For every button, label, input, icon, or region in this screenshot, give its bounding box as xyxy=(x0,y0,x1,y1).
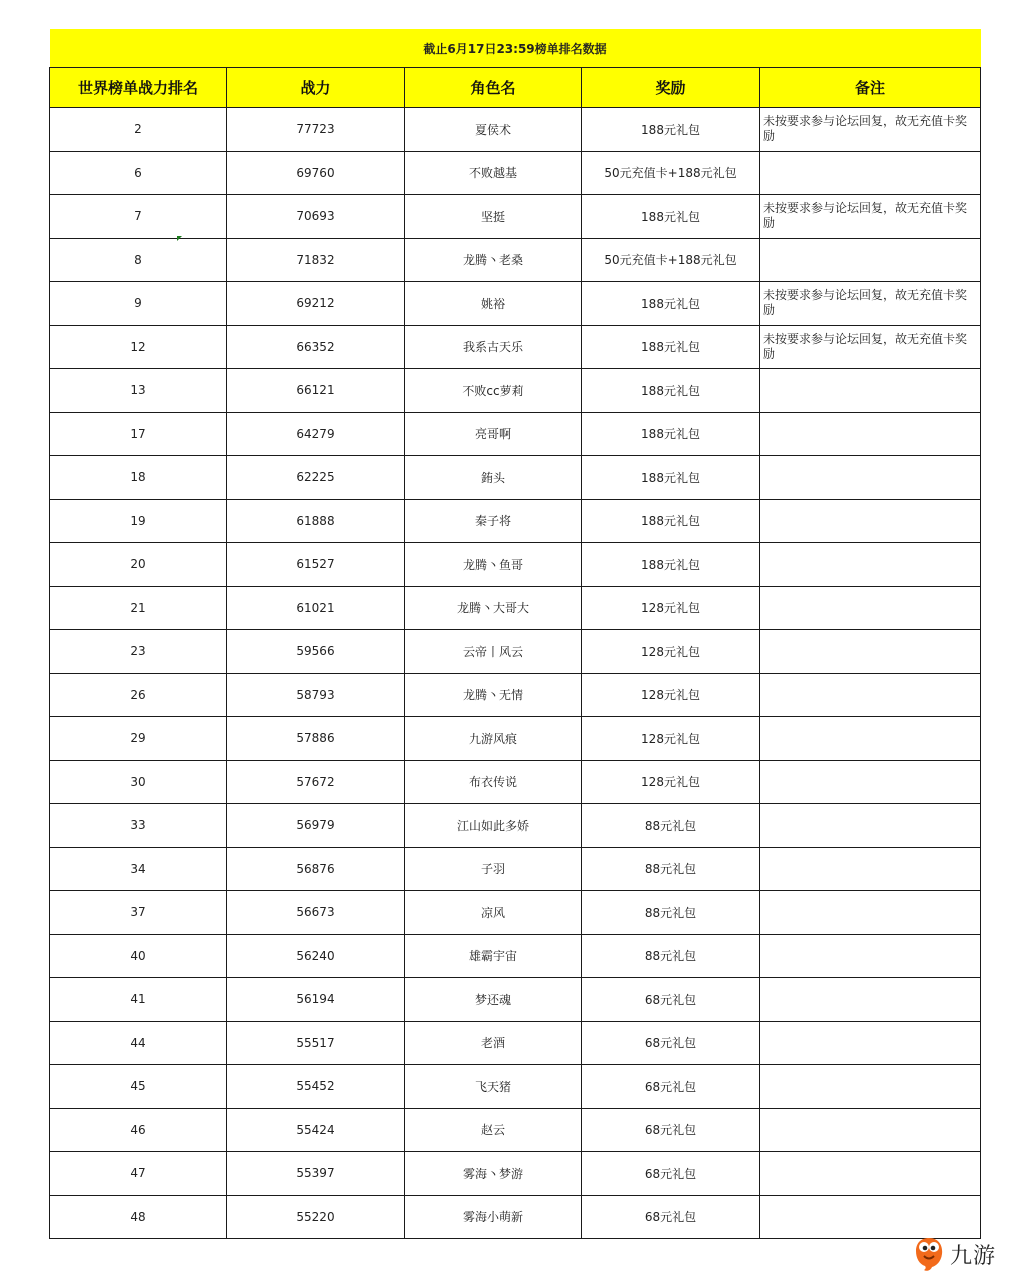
rank-cell: 21 xyxy=(50,586,227,630)
column-header-rank: 世界榜单战力排名 xyxy=(50,68,227,108)
name-cell: 凉风 xyxy=(405,891,582,935)
name-cell: 亮哥啊 xyxy=(405,412,582,456)
remark-cell xyxy=(760,1195,981,1239)
power-cell: 59566 xyxy=(227,630,405,674)
power-cell: 64279 xyxy=(227,412,405,456)
power-cell: 57886 xyxy=(227,717,405,761)
reward-cell: 188元礼包 xyxy=(582,456,760,500)
name-cell: 赵云 xyxy=(405,1108,582,1152)
remark-cell xyxy=(760,804,981,848)
name-cell: 姚裕 xyxy=(405,282,582,326)
table-row xyxy=(50,412,981,456)
power-cell: 77723 xyxy=(227,108,405,152)
remark-cell xyxy=(760,456,981,500)
name-cell: 老酒 xyxy=(405,1021,582,1065)
name-cell: 云帝丨风云 xyxy=(405,630,582,674)
remark-cell: 未按要求参与论坛回复，故无充值卡奖励 xyxy=(760,325,981,369)
table-row xyxy=(50,151,981,195)
table-row xyxy=(50,543,981,587)
reward-cell: 88元礼包 xyxy=(582,934,760,978)
reward-cell: 188元礼包 xyxy=(582,195,760,239)
name-cell: 九游风痕 xyxy=(405,717,582,761)
ranking-sheet xyxy=(49,29,980,1239)
reward-cell: 68元礼包 xyxy=(582,1195,760,1239)
remark-cell xyxy=(760,369,981,413)
reward-cell: 88元礼包 xyxy=(582,847,760,891)
table-title: 截止6月17日23:59榜单排名数据 xyxy=(50,29,981,68)
reward-cell: 88元礼包 xyxy=(582,804,760,848)
remark-cell xyxy=(760,978,981,1022)
name-cell: 雾海小萌新 xyxy=(405,1195,582,1239)
power-cell: 62225 xyxy=(227,456,405,500)
column-header-remark: 备注 xyxy=(760,68,981,108)
reward-cell: 128元礼包 xyxy=(582,673,760,717)
power-cell: 61021 xyxy=(227,586,405,630)
reward-cell: 50元充值卡+188元礼包 xyxy=(582,238,760,282)
rank-cell: 12 xyxy=(50,325,227,369)
power-cell: 55424 xyxy=(227,1108,405,1152)
remark-cell xyxy=(760,151,981,195)
name-cell: 坚挺 xyxy=(405,195,582,239)
title-row xyxy=(50,29,981,68)
reward-cell: 50元充值卡+188元礼包 xyxy=(582,151,760,195)
mascot-icon xyxy=(914,1236,944,1272)
rank-cell: 41 xyxy=(50,978,227,1022)
table-row xyxy=(50,238,981,282)
rank-cell: 19 xyxy=(50,499,227,543)
remark-cell xyxy=(760,412,981,456)
remark-cell xyxy=(760,717,981,761)
remark-cell xyxy=(760,1152,981,1196)
name-cell: 龙腾丶鱼哥 xyxy=(405,543,582,587)
name-cell: 銪头 xyxy=(405,456,582,500)
name-cell: 雾海丶梦游 xyxy=(405,1152,582,1196)
table-row xyxy=(50,673,981,717)
rank-cell: 45 xyxy=(50,1065,227,1109)
reward-cell: 188元礼包 xyxy=(582,499,760,543)
name-cell: 我系古天乐 xyxy=(405,325,582,369)
reward-cell: 188元礼包 xyxy=(582,543,760,587)
power-cell: 57672 xyxy=(227,760,405,804)
table-row xyxy=(50,456,981,500)
table-row xyxy=(50,891,981,935)
header-row xyxy=(50,68,981,108)
reward-cell: 88元礼包 xyxy=(582,891,760,935)
rank-cell: 20 xyxy=(50,543,227,587)
table-row xyxy=(50,630,981,674)
table-row xyxy=(50,325,981,369)
reward-cell: 68元礼包 xyxy=(582,978,760,1022)
reward-cell: 188元礼包 xyxy=(582,412,760,456)
rank-cell: 9 xyxy=(50,282,227,326)
name-cell: 夏侯术 xyxy=(405,108,582,152)
name-cell: 秦子将 xyxy=(405,499,582,543)
remark-cell: 未按要求参与论坛回复，故无充值卡奖励 xyxy=(760,108,981,152)
reward-cell: 128元礼包 xyxy=(582,760,760,804)
power-cell: 66352 xyxy=(227,325,405,369)
reward-cell: 188元礼包 xyxy=(582,325,760,369)
reward-cell: 68元礼包 xyxy=(582,1108,760,1152)
column-header-name: 角色名 xyxy=(405,68,582,108)
table-row xyxy=(50,195,981,239)
table-row xyxy=(50,847,981,891)
remark-cell xyxy=(760,499,981,543)
reward-cell: 128元礼包 xyxy=(582,630,760,674)
remark-cell xyxy=(760,1108,981,1152)
table-row xyxy=(50,934,981,978)
name-cell: 布衣传说 xyxy=(405,760,582,804)
reward-cell: 68元礼包 xyxy=(582,1021,760,1065)
remark-cell xyxy=(760,543,981,587)
reward-cell: 68元礼包 xyxy=(582,1152,760,1196)
name-cell: 龙腾丶大哥大 xyxy=(405,586,582,630)
table-row xyxy=(50,717,981,761)
rank-cell: 30 xyxy=(50,760,227,804)
rank-cell: 48 xyxy=(50,1195,227,1239)
remark-cell xyxy=(760,238,981,282)
rank-cell: 8 xyxy=(50,238,227,282)
power-cell: 55220 xyxy=(227,1195,405,1239)
name-cell: 江山如此多娇 xyxy=(405,804,582,848)
rank-cell: 29 xyxy=(50,717,227,761)
table-row xyxy=(50,1021,981,1065)
column-header-reward: 奖励 xyxy=(582,68,760,108)
rank-cell: 44 xyxy=(50,1021,227,1065)
remark-cell xyxy=(760,1065,981,1109)
cell-comment-marker xyxy=(177,236,182,241)
table-row xyxy=(50,282,981,326)
column-header-power: 战力 xyxy=(227,68,405,108)
power-cell: 58793 xyxy=(227,673,405,717)
table-row xyxy=(50,1195,981,1239)
power-cell: 69212 xyxy=(227,282,405,326)
power-cell: 70693 xyxy=(227,195,405,239)
rank-cell: 40 xyxy=(50,934,227,978)
name-cell: 雄霸宇宙 xyxy=(405,934,582,978)
name-cell: 不败越基 xyxy=(405,151,582,195)
name-cell: 子羽 xyxy=(405,847,582,891)
remark-cell xyxy=(760,847,981,891)
power-cell: 56673 xyxy=(227,891,405,935)
power-cell: 56876 xyxy=(227,847,405,891)
remark-cell xyxy=(760,630,981,674)
power-cell: 61888 xyxy=(227,499,405,543)
reward-cell: 128元礼包 xyxy=(582,586,760,630)
table-row xyxy=(50,1065,981,1109)
power-cell: 69760 xyxy=(227,151,405,195)
remark-cell xyxy=(760,673,981,717)
rank-cell: 2 xyxy=(50,108,227,152)
rank-cell: 34 xyxy=(50,847,227,891)
remark-cell xyxy=(760,760,981,804)
power-cell: 66121 xyxy=(227,369,405,413)
name-cell: 龙腾丶无情 xyxy=(405,673,582,717)
table-row xyxy=(50,804,981,848)
power-cell: 55452 xyxy=(227,1065,405,1109)
rank-cell: 26 xyxy=(50,673,227,717)
logo-text: 九游 xyxy=(950,1243,997,1269)
remark-cell xyxy=(760,934,981,978)
rank-cell: 13 xyxy=(50,369,227,413)
reward-cell: 188元礼包 xyxy=(582,369,760,413)
rank-cell: 46 xyxy=(50,1108,227,1152)
rank-cell: 37 xyxy=(50,891,227,935)
reward-cell: 128元礼包 xyxy=(582,717,760,761)
table-row xyxy=(50,1152,981,1196)
rank-cell: 18 xyxy=(50,456,227,500)
rank-cell: 47 xyxy=(50,1152,227,1196)
table-row xyxy=(50,760,981,804)
rank-cell: 7 xyxy=(50,195,227,239)
table-row xyxy=(50,108,981,152)
remark-cell xyxy=(760,1021,981,1065)
power-cell: 71832 xyxy=(227,238,405,282)
table-row xyxy=(50,1108,981,1152)
power-cell: 56194 xyxy=(227,978,405,1022)
ranking-table xyxy=(49,29,981,1239)
jiuyou-logo xyxy=(914,1236,996,1272)
power-cell: 55517 xyxy=(227,1021,405,1065)
remark-cell: 未按要求参与论坛回复，故无充值卡奖励 xyxy=(760,282,981,326)
name-cell: 龙腾丶老桑 xyxy=(405,238,582,282)
reward-cell: 68元礼包 xyxy=(582,1065,760,1109)
rank-cell: 6 xyxy=(50,151,227,195)
table-row xyxy=(50,369,981,413)
power-cell: 56979 xyxy=(227,804,405,848)
power-cell: 55397 xyxy=(227,1152,405,1196)
reward-cell: 188元礼包 xyxy=(582,282,760,326)
remark-cell xyxy=(760,891,981,935)
remark-cell xyxy=(760,586,981,630)
remark-cell: 未按要求参与论坛回复，故无充值卡奖励 xyxy=(760,195,981,239)
power-cell: 61527 xyxy=(227,543,405,587)
reward-cell: 188元礼包 xyxy=(582,108,760,152)
rank-cell: 17 xyxy=(50,412,227,456)
power-cell: 56240 xyxy=(227,934,405,978)
table-row xyxy=(50,978,981,1022)
name-cell: 不败cc萝莉 xyxy=(405,369,582,413)
table-row xyxy=(50,586,981,630)
rank-cell: 23 xyxy=(50,630,227,674)
table-row xyxy=(50,499,981,543)
name-cell: 梦还魂 xyxy=(405,978,582,1022)
name-cell: 飞天猪 xyxy=(405,1065,582,1109)
rank-cell: 33 xyxy=(50,804,227,848)
